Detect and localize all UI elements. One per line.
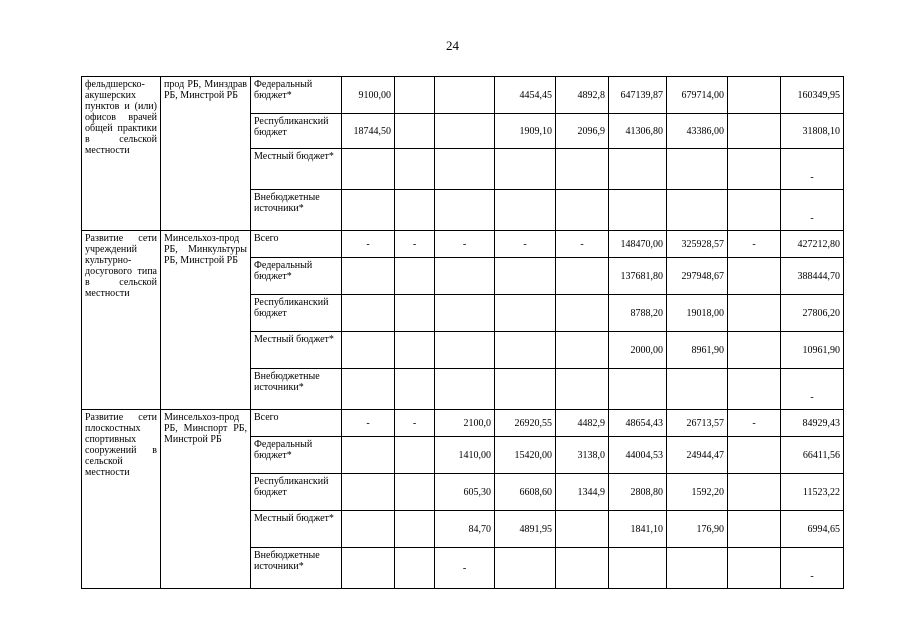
value-cell: 6994,65 xyxy=(781,511,844,548)
value-cell: 679714,00 xyxy=(667,77,728,114)
value-cell: 1841,10 xyxy=(609,511,667,548)
value-cell xyxy=(395,474,435,511)
value-cell xyxy=(667,548,728,589)
value-cell xyxy=(556,369,609,410)
measure-name-cell: Развитие сети плоскостных спортивных сооружений в сельской местности xyxy=(82,410,161,589)
value-cell: 2000,00 xyxy=(609,332,667,369)
value-cell xyxy=(728,295,781,332)
executors-cell: Минсельхоз-прод РБ, Минспорт РБ, Минстрой РБ xyxy=(161,410,251,589)
value-cell: 605,30 xyxy=(435,474,495,511)
value-cell xyxy=(395,149,435,190)
funding-source-cell: Федеральный бюджет* xyxy=(251,258,342,295)
value-cell: 48654,43 xyxy=(609,410,667,437)
value-cell xyxy=(728,437,781,474)
value-cell: 148470,00 xyxy=(609,231,667,258)
funding-source-cell: Внебюджетные источники* xyxy=(251,369,342,410)
value-cell xyxy=(435,369,495,410)
value-cell: 15420,00 xyxy=(495,437,556,474)
value-cell: 84,70 xyxy=(435,511,495,548)
value-cell: - xyxy=(781,369,844,410)
value-cell xyxy=(342,295,395,332)
value-cell: 297948,67 xyxy=(667,258,728,295)
funding-source-cell: Внебюджетные источники* xyxy=(251,190,342,231)
funding-source-cell: Всего xyxy=(251,231,342,258)
value-cell: 43386,00 xyxy=(667,114,728,149)
value-cell: 1344,9 xyxy=(556,474,609,511)
value-cell: 4482,9 xyxy=(556,410,609,437)
value-cell: 176,90 xyxy=(667,511,728,548)
value-cell: 6608,60 xyxy=(495,474,556,511)
value-cell xyxy=(342,149,395,190)
value-cell: 1592,20 xyxy=(667,474,728,511)
value-cell: 9100,00 xyxy=(342,77,395,114)
measure-name-cell: фельдшерско-акушерских пунктов и (или) офисов врачей общей практики в сельской местности xyxy=(82,77,161,231)
value-cell: 66411,56 xyxy=(781,437,844,474)
value-cell xyxy=(435,332,495,369)
value-cell xyxy=(728,190,781,231)
value-cell xyxy=(395,295,435,332)
value-cell xyxy=(342,332,395,369)
value-cell: 2808,80 xyxy=(609,474,667,511)
value-cell xyxy=(435,190,495,231)
value-cell xyxy=(342,258,395,295)
value-cell xyxy=(556,258,609,295)
value-cell: - xyxy=(342,410,395,437)
value-cell: 26713,57 xyxy=(667,410,728,437)
value-cell xyxy=(609,190,667,231)
value-cell: - xyxy=(728,231,781,258)
value-cell: 1909,10 xyxy=(495,114,556,149)
funding-source-cell: Всего xyxy=(251,410,342,437)
value-cell xyxy=(342,511,395,548)
value-cell xyxy=(609,369,667,410)
value-cell xyxy=(495,332,556,369)
value-cell xyxy=(728,474,781,511)
value-cell xyxy=(342,548,395,589)
funding-source-cell: Федеральный бюджет* xyxy=(251,77,342,114)
value-cell xyxy=(395,114,435,149)
value-cell xyxy=(435,77,495,114)
value-cell xyxy=(435,295,495,332)
value-cell xyxy=(728,114,781,149)
value-cell: 24944,47 xyxy=(667,437,728,474)
value-cell: - xyxy=(395,410,435,437)
value-cell xyxy=(728,548,781,589)
value-cell: 160349,95 xyxy=(781,77,844,114)
value-cell: - xyxy=(781,190,844,231)
executors-cell: прод РБ, Минздрав РБ, Минстрой РБ xyxy=(161,77,251,231)
value-cell xyxy=(556,548,609,589)
value-cell xyxy=(667,369,728,410)
value-cell xyxy=(728,369,781,410)
value-cell xyxy=(556,332,609,369)
value-cell: 3138,0 xyxy=(556,437,609,474)
value-cell xyxy=(395,369,435,410)
value-cell xyxy=(395,548,435,589)
funding-source-cell: Республиканский бюджет xyxy=(251,474,342,511)
value-cell xyxy=(495,149,556,190)
value-cell: 8788,20 xyxy=(609,295,667,332)
value-cell xyxy=(495,369,556,410)
value-cell: 84929,43 xyxy=(781,410,844,437)
value-cell: - xyxy=(435,548,495,589)
value-cell: 26920,55 xyxy=(495,410,556,437)
measure-name-cell: Развитие сети учреждений культурно-досугового типа в сельской местности xyxy=(82,231,161,410)
budget-table xyxy=(81,76,844,589)
value-cell xyxy=(495,258,556,295)
value-cell: - xyxy=(556,231,609,258)
value-cell: - xyxy=(781,548,844,589)
value-cell: 10961,90 xyxy=(781,332,844,369)
value-cell xyxy=(728,77,781,114)
value-cell xyxy=(395,77,435,114)
value-cell: 2096,9 xyxy=(556,114,609,149)
funding-source-cell: Местный бюджет* xyxy=(251,149,342,190)
value-cell xyxy=(342,437,395,474)
value-cell: 647139,87 xyxy=(609,77,667,114)
value-cell xyxy=(556,511,609,548)
value-cell xyxy=(342,190,395,231)
value-cell: 325928,57 xyxy=(667,231,728,258)
executors-cell: Минсельхоз-прод РБ, Минкультуры РБ, Минстрой РБ xyxy=(161,231,251,410)
funding-source-cell: Республиканский бюджет xyxy=(251,114,342,149)
value-cell xyxy=(556,295,609,332)
value-cell xyxy=(395,437,435,474)
value-cell xyxy=(556,149,609,190)
value-cell: - xyxy=(495,231,556,258)
table-row xyxy=(82,231,844,258)
value-cell xyxy=(728,149,781,190)
value-cell: 18744,50 xyxy=(342,114,395,149)
funding-source-cell: Местный бюджет* xyxy=(251,511,342,548)
table-row xyxy=(82,77,844,114)
value-cell: - xyxy=(342,231,395,258)
value-cell: 41306,80 xyxy=(609,114,667,149)
value-cell: - xyxy=(728,410,781,437)
value-cell xyxy=(609,548,667,589)
value-cell xyxy=(395,258,435,295)
value-cell xyxy=(556,190,609,231)
value-cell xyxy=(667,149,728,190)
value-cell: 8961,90 xyxy=(667,332,728,369)
value-cell: - xyxy=(435,231,495,258)
value-cell xyxy=(728,258,781,295)
value-cell: 427212,80 xyxy=(781,231,844,258)
value-cell xyxy=(728,332,781,369)
value-cell xyxy=(342,369,395,410)
value-cell: 19018,00 xyxy=(667,295,728,332)
funding-source-cell: Внебюджетные источники* xyxy=(251,548,342,589)
value-cell xyxy=(395,511,435,548)
value-cell: 27806,20 xyxy=(781,295,844,332)
table-row xyxy=(82,410,844,437)
value-cell xyxy=(495,190,556,231)
value-cell xyxy=(395,190,435,231)
value-cell xyxy=(495,295,556,332)
value-cell: - xyxy=(395,231,435,258)
value-cell: - xyxy=(781,149,844,190)
value-cell: 31808,10 xyxy=(781,114,844,149)
value-cell xyxy=(609,149,667,190)
value-cell xyxy=(435,258,495,295)
value-cell xyxy=(435,149,495,190)
value-cell xyxy=(342,474,395,511)
funding-source-cell: Федеральный бюджет* xyxy=(251,437,342,474)
value-cell xyxy=(435,114,495,149)
funding-source-cell: Республиканский бюджет xyxy=(251,295,342,332)
value-cell: 44004,53 xyxy=(609,437,667,474)
value-cell: 4454,45 xyxy=(495,77,556,114)
value-cell: 388444,70 xyxy=(781,258,844,295)
value-cell: 137681,80 xyxy=(609,258,667,295)
funding-source-cell: Местный бюджет* xyxy=(251,332,342,369)
value-cell xyxy=(728,511,781,548)
value-cell: 2100,0 xyxy=(435,410,495,437)
page-number: 24 xyxy=(446,38,459,53)
value-cell xyxy=(667,190,728,231)
value-cell: 4891,95 xyxy=(495,511,556,548)
value-cell: 4892,8 xyxy=(556,77,609,114)
value-cell: 11523,22 xyxy=(781,474,844,511)
value-cell: 1410,00 xyxy=(435,437,495,474)
value-cell xyxy=(395,332,435,369)
value-cell xyxy=(495,548,556,589)
